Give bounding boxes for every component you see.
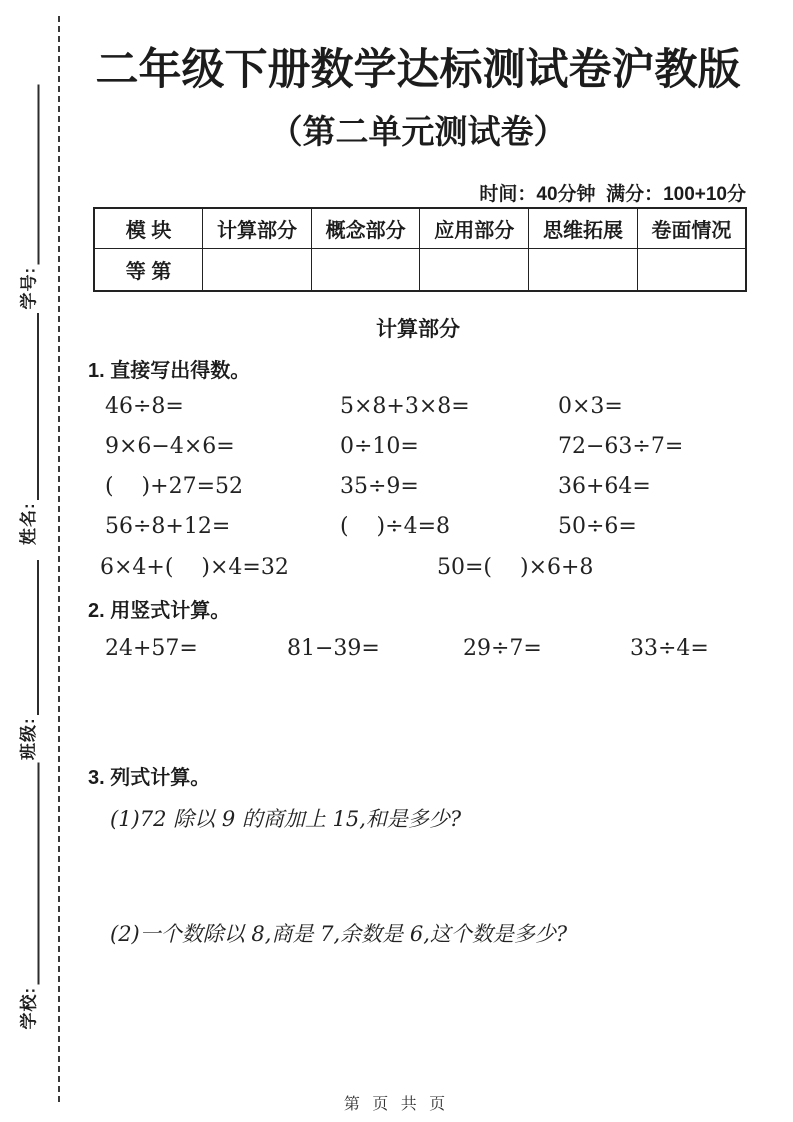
math-expression: ( )÷4=8	[340, 513, 450, 539]
math-expression: 24+57=	[105, 635, 198, 661]
school-label: 学校:	[19, 986, 39, 1030]
question-3-sub-2: (2)一个数除以 8,商是 7,余数是 6,这个数是多少?	[110, 922, 568, 946]
score-cell-empty	[420, 248, 529, 291]
page-subtitle: （第二单元测试卷）	[269, 113, 567, 150]
blank-line	[24, 313, 39, 500]
math-expression: 33÷4=	[630, 635, 709, 661]
question-1-last-row	[88, 548, 748, 588]
score-header-application: 应用部分	[420, 208, 529, 248]
score-cell-empty	[637, 248, 746, 291]
question-1-title: 1. 直接写出得数。	[88, 360, 251, 382]
sidebar-field-school	[18, 763, 40, 1030]
blank-line	[24, 560, 39, 715]
blank-line	[25, 763, 40, 985]
math-expression: 6×4+( )×4=32	[100, 555, 289, 580]
question-3-sub-1: (1)72 除以 9 的商加上 15,和是多少?	[110, 807, 462, 831]
math-expression: 46÷8=	[105, 393, 184, 419]
student-number-label: 学号:	[19, 266, 39, 310]
score-cell-empty	[311, 248, 420, 291]
page-title: 二年级下册数学达标测试卷沪教版	[95, 46, 741, 94]
blank-line	[25, 85, 40, 265]
math-expression: 56÷8+12=	[105, 513, 231, 539]
math-expression: 36+64=	[558, 473, 651, 499]
score-header-concept: 概念部分	[311, 208, 420, 248]
question-2-title: 2. 用竖式计算。	[88, 600, 231, 622]
math-expression: ( )+27=52	[105, 473, 243, 499]
score-header-calculation: 计算部分	[203, 208, 312, 248]
sidebar-field-student-number	[18, 85, 40, 310]
class-label: 班级:	[19, 717, 38, 760]
page-footer: 第 页 共 页	[343, 1096, 450, 1113]
sidebar-field-class	[17, 560, 39, 760]
math-expression: 0÷10=	[340, 433, 419, 459]
section-heading-calculation: 计算部分	[376, 318, 460, 341]
score-header-thinking: 思维拓展	[529, 208, 638, 248]
score-header-module: 模 块	[94, 208, 203, 248]
score-cell-empty	[203, 248, 312, 291]
question-2-expressions	[105, 630, 745, 666]
grade-row-label: 等 第	[94, 248, 203, 291]
math-expression: 35÷9=	[340, 473, 419, 499]
score-header-neatness: 卷面情况	[637, 208, 746, 248]
score-table	[93, 207, 747, 292]
score-cell-empty	[529, 248, 638, 291]
binding-dashed-line	[58, 16, 60, 1102]
score-table-grade-row	[94, 248, 746, 291]
math-expression: 50=( )×6+8	[437, 555, 594, 580]
math-expression: 50÷6=	[558, 513, 637, 539]
name-label: 姓名:	[19, 502, 38, 545]
math-expression: 29÷7=	[463, 635, 542, 661]
question-3-title: 3. 列式计算。	[88, 767, 211, 789]
question-1-expressions	[105, 386, 750, 546]
math-expression: 5×8+3×8=	[340, 393, 470, 419]
score-table-header-row	[94, 208, 746, 248]
time-score-info: 时间：40分钟 满分：100+10分	[479, 184, 746, 205]
math-expression: 72−63÷7=	[558, 433, 684, 459]
math-expression: 81−39=	[287, 635, 380, 661]
sidebar-field-name	[17, 313, 39, 545]
math-expression: 0×3=	[558, 393, 623, 419]
math-expression: 9×6−4×6=	[105, 433, 235, 459]
